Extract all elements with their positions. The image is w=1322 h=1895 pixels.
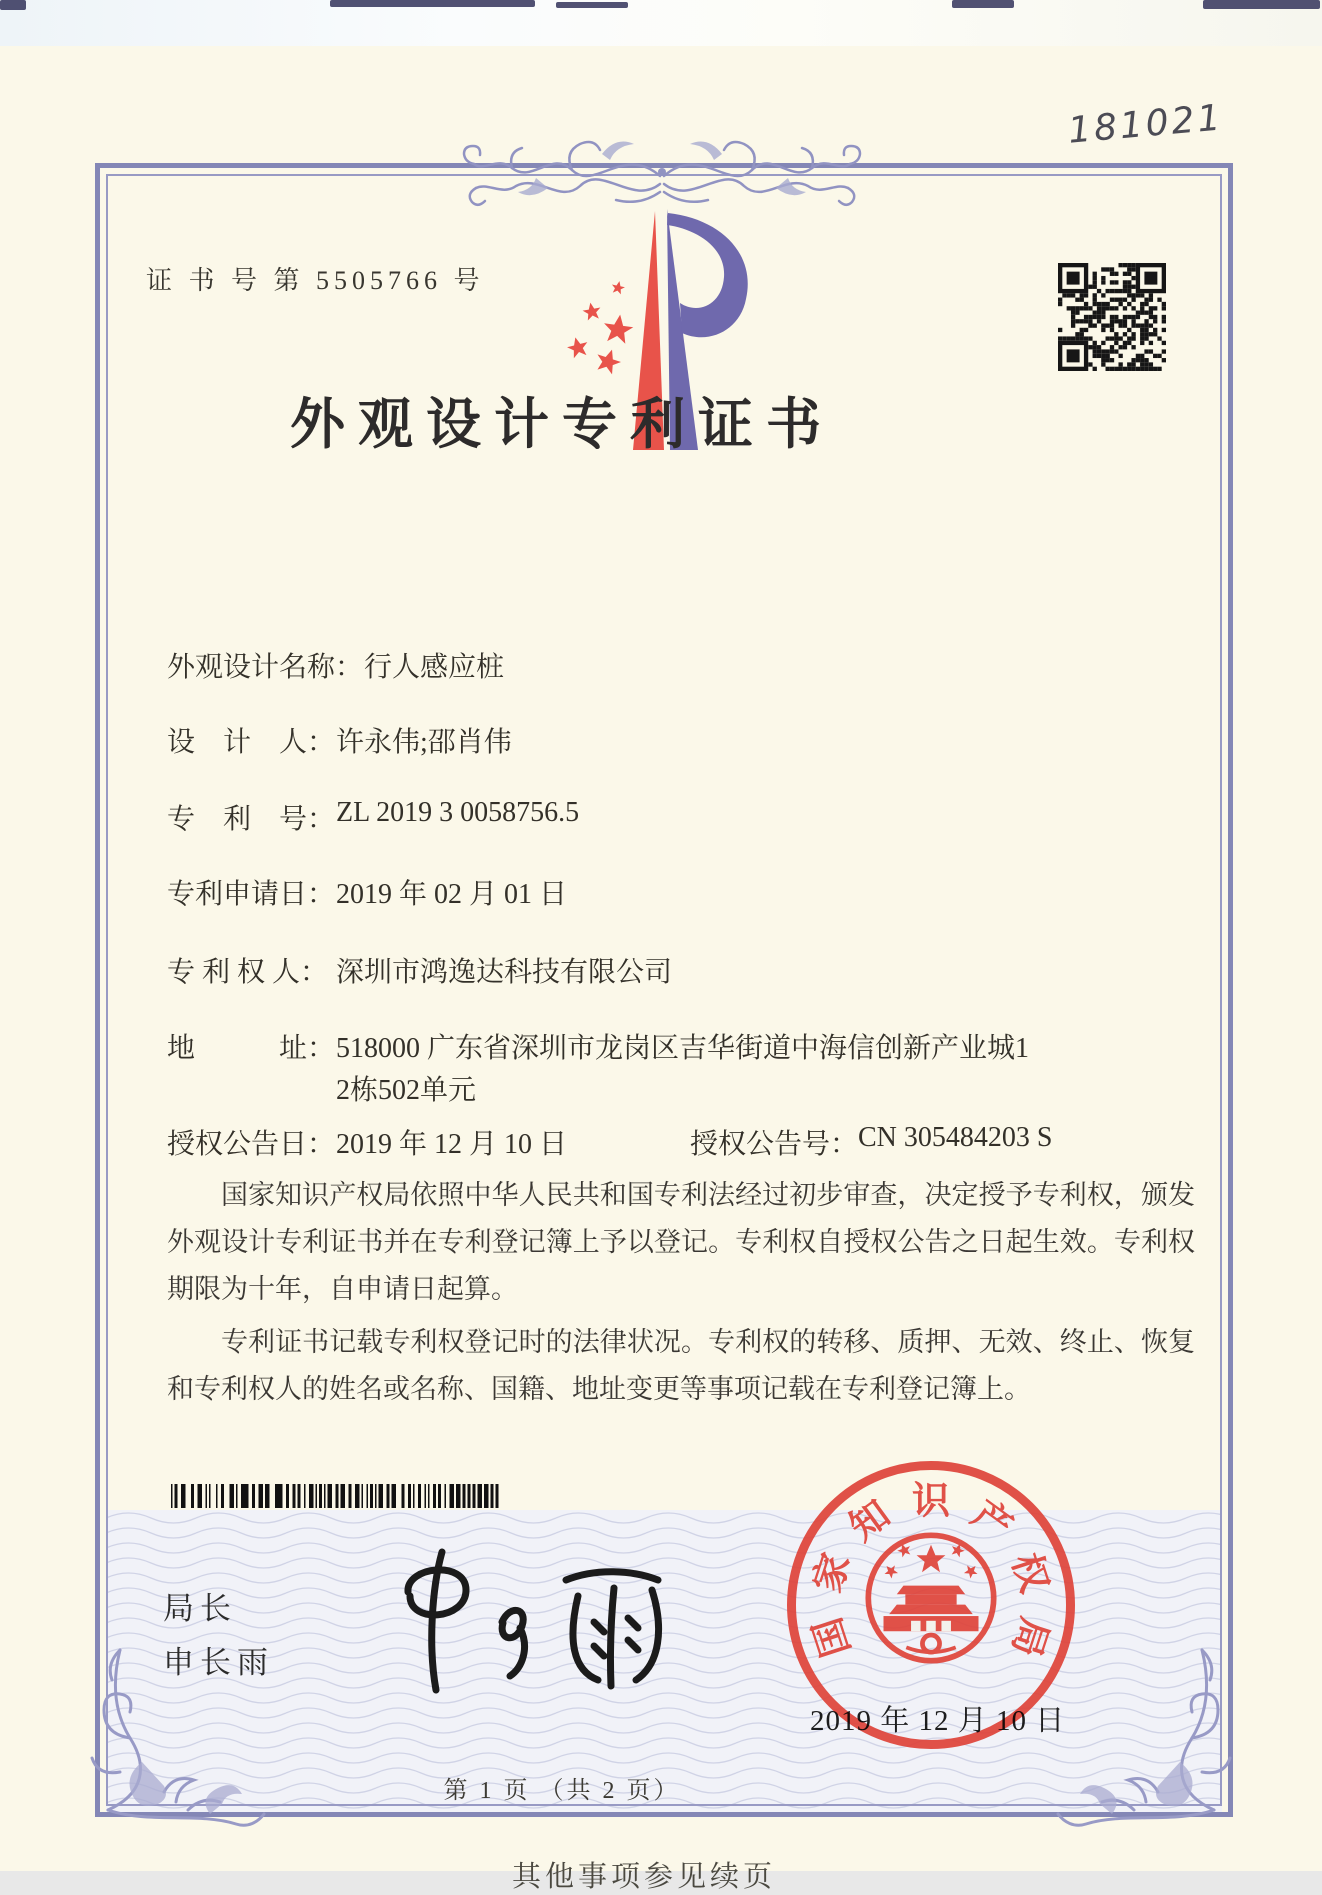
filing-date-value: 2019 年 02 月 01 日 [336, 879, 568, 910]
designer-value: 许永伟;邵肖伟 [336, 727, 512, 758]
grant-number-label: 授权公告号： [690, 1129, 859, 1160]
grant-date-label: 授权公告日： [167, 1129, 336, 1160]
legal-paragraph-1: 国家知识产权局依照中华人民共和国专利法经过初步审查，决定授予专利权，颁发外观设计专利证书并在专利登记簿上予以登记。专利权自授权公告之日起生效。专利权期限为十年，自申请日起算。 [167, 1180, 1195, 1304]
seal-char: 知 [842, 1493, 898, 1550]
seal-char: 国 [806, 1612, 859, 1662]
corner-flourish-bottom-right-icon [1054, 1642, 1254, 1837]
address-line2: 2栋502单元 [336, 1075, 477, 1106]
clipped-bottom-text: 其他事项参见续页 [512, 1861, 777, 1893]
seal-date: 2019 年 12 月 10 日 [810, 1705, 1066, 1737]
seal-char: 家 [806, 1548, 859, 1598]
designer-label: 设 计 人： [167, 727, 336, 758]
patent-number-label: 专 利 号： [167, 804, 336, 835]
scan-smudge [952, 0, 1014, 8]
patent-number-value: ZL 2019 3 0058756.5 [336, 797, 580, 828]
grant-number-value: CN 305484203 S [858, 1122, 1053, 1153]
legal-paragraph-2: 专利证书记载专利权登记时的法律状况。专利权的转移、质押、无效、终止、恢复和专利权人的姓名或名称、国籍、地址变更等事项记载在专利登记簿上。 [167, 1327, 1195, 1404]
handwritten-number: 181021 [1066, 97, 1225, 152]
national-emblem-icon [836, 1503, 1026, 1693]
top-flourish-ornament-icon [452, 126, 872, 210]
scan-smudge [1203, 0, 1320, 9]
seal-char: 产 [964, 1493, 1020, 1550]
seal-char: 识 [911, 1480, 951, 1523]
seal-char: 权 [1003, 1548, 1056, 1598]
legal-text-block [167, 1172, 1195, 1419]
scan-smudge [556, 2, 628, 8]
qr-code [1058, 263, 1166, 371]
address-line1: 518000 广东省深圳市龙岗区吉华街道中海信创新产业城1 [336, 1033, 1030, 1064]
design-name-value: 行人感应桩 [364, 652, 505, 683]
scan-smudge [330, 0, 535, 7]
certificate-title: 外观设计专利证书 [289, 394, 834, 455]
certificate-number: 证 书 号 第 5505766 号 [146, 266, 485, 295]
filing-date-label: 专利申请日： [167, 879, 336, 910]
grant-date-value: 2019 年 12 月 10 日 [336, 1129, 568, 1160]
patentee-value: 深圳市鸿逸达科技有限公司 [336, 957, 673, 988]
patentee-label: 专 利 权 人： [167, 957, 329, 988]
scan-smudge [0, 0, 26, 10]
director-signature [370, 1528, 670, 1708]
director-name: 申长雨 [163, 1645, 274, 1680]
page-number-footer: 第 1 页 （共 2 页） [443, 1778, 681, 1804]
barcode [171, 1484, 503, 1508]
address-label: 地 址： [167, 1033, 336, 1064]
scan-top-band [0, 0, 1322, 46]
director-title-label: 局长 [163, 1591, 237, 1626]
seal-char: 局 [1003, 1612, 1056, 1662]
design-name-label: 外观设计名称： [167, 652, 364, 683]
